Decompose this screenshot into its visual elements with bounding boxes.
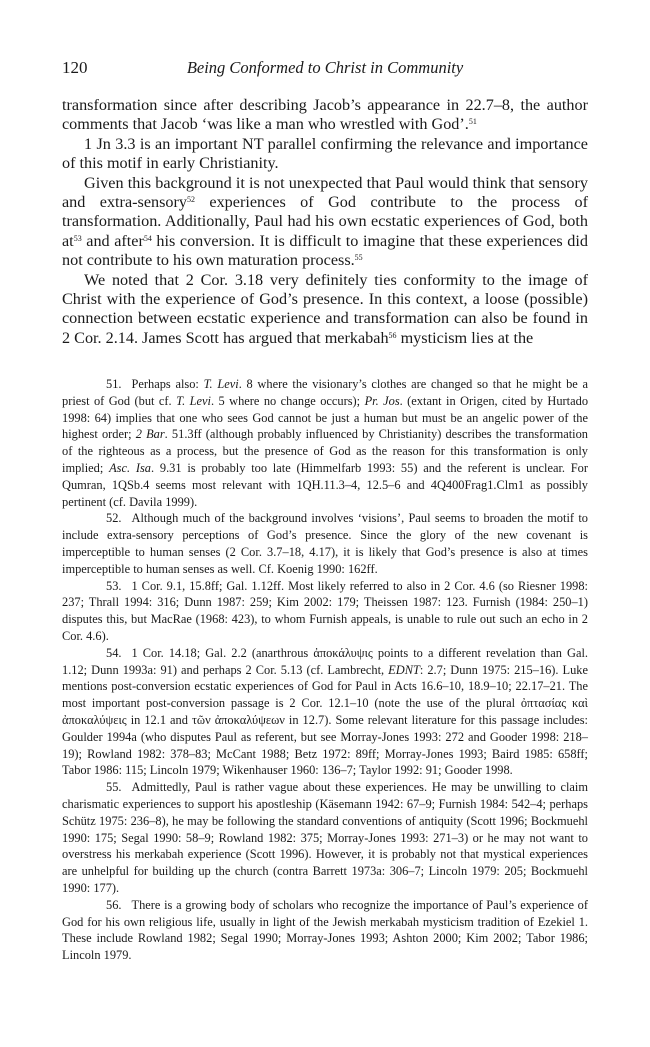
running-head: Being Conformed to Christ in Community — [186, 58, 464, 77]
footnote-number: 51. — [106, 377, 122, 391]
footnote-55: 55. Admittedly, Paul is rather vague about these experiences. He may be unwilling to claim charismatic experiences to support his apostleship (Käsemann 1942: 67–9; Furnish 1984: 542–4; perhaps Schütz 1975: 236–8), he may be following the standard conventions of antiquity (Scott 1996; Bockmuehl 1990: 175; Segal 1990: 58–9; Rowland 1982: 375; Morray-Jones 1993: 271–3) or he may not want to overstress his merkabah experience (Scott 1996). However, it is probably not that mystical experiences are unhelpful for building up the church (contra Barrett 1973a: 306–7; Lincoln 1979: 205; Bockmuehl 1990: 177). — [62, 780, 588, 895]
page-number: 120 — [62, 58, 88, 77]
footnotes — [62, 376, 588, 964]
footnote-56: 56. There is a growing body of scholars who recognize the importance of Paul’s experience of God for his own religious life, usually in light of the Jewish merkabah mysticism tradition of Ezekiel 1. These include Rowland 1982; Segal 1990; Morray-Jones 1993; Ashton 2000; Kim 2002; Tabor 1986; Lincoln 1979. — [62, 897, 588, 963]
body-paragraph: transformation since after describing Jacob’s appearance in 22.7–8, the author comments that Jacob ‘was like a man who wrestled with God’.$^{51}$ — [62, 96, 588, 134]
footnote-53: 53. 1 Cor. 9.1, 15.8ff; Gal. 1.12ff. Most likely referred to also in 2 Cor. 4.6 (so Riesner 1998: 237; Thrall 1994: 316; Dunn 1987: 259; Kim 2002: 179; Theissen 1987: 123. Furnish (1984: 250–1) disputes this, but MacRae (1968: 423), to whom Furnish appeals, is unable to rule out such an echo in 2 Cor. 4.6). — [62, 578, 588, 643]
page-header — [62, 58, 588, 80]
footnote-number: 55. — [106, 780, 122, 795]
body-paragraph: Given this background it is not unexpected that Paul would think that sensory and extra-sensory$^{52}$ experiences of God contribute to the process of transformation. Additionally, Paul had his own ecstatic experiences of God, both $at^{53}$ and after$^{54}$ his conversion. It is difficult to imagine that these experiences did not contribute to his own maturation process.$^{55}$ — [62, 173, 589, 270]
footnote-ref[interactable]: 55 — [354, 253, 363, 263]
footnote-ref[interactable]: 54 — [143, 233, 152, 243]
footnote-54: 54. 1 Cor. 14.18; Gal. 2.2 (anarthrous ἀποκάλυψις points to a different revelation than Gal. 1.12; Dunn 1993a: 91) and perhaps 2 Cor. 5.13 (cf. Lambrecht, EDNT: 2.7; Dunn 1975: 215–16). Luke mentions post-conversion ecstatic experiences of God for Paul in Acts 16.6–10, 18.9–10; 22.17–21. The most important post-conversion passage is 2 Cor. 12.1–10 (note the use of the plural ὀπτασίας καὶ ἀποκαλύψεις in 12.1 and τῶν ἀποκαλύψεων in 12.7). Some relevant literature for this passage includes: Goulder 1994a (who disputes Paul as referent, but see Morray-Jones 1993: 272 and Gooder 1998: 218–19); Rowland 1982: 378–83; McCant 1988; Betz 1972: 89ff; Morray-Jones 1993; Baird 1985: 658ff; Tabor 1986: 115; Lincoln 1979; Wikenhauser 1960: 136–7; Taylor 1992: 91; Gooder 1998. — [62, 645, 589, 778]
footnote-ref[interactable]: 51 — [468, 117, 477, 127]
footnote-ref[interactable]: 52 — [186, 195, 195, 205]
body-paragraph: 1 Jn 3.3 is an important NT parallel confirming the relevance and importance of this motif in early Christianity. — [62, 134, 588, 173]
footnote-51: 51. Perhaps also: T. Levi. 8 where the visionary’s clothes are changed so that he might be a priest of God (but cf. T. Levi. 5 where no change occurs); Pr. Jos. (extant in Origen, cited by Hurtado 1998: 64) implies that one who sees God cannot be just a human but must be an angelic power of the highest order; 2 Bar. 51.3ff (although probably influenced by Christianity) describes the transformation of the righteous as a process, but the presence of God as the reason for this transformation is only implied; Asc. Isa. 9.31 is probably too late (Himmelfarb 1993: 55) and the referent is unclear. For Qumran, 1QSb.4 seems most relevant with 1QH.11.3–4, 12.5–6 and 4Q400Frag1.Clm1 as possibly pertinent (cf. Davila 1999). — [62, 377, 589, 509]
body-paragraph: We noted that 2 Cor. 3.18 very definitely ties conformity to the image of Christ with the experience of God’s presence. In this context, a loose (possible) connection between ecstatic experience and transformation can also be found in 2 Cor. 2.14. James Scott has argued that merkabah$^{56}$ mysticism lies at the — [62, 270, 588, 347]
footnote-ref[interactable]: 56 — [388, 330, 397, 340]
footnote-number: 53. — [106, 578, 122, 593]
footnote-52: 52. Although much of the background involves ‘visions’, Paul seems to broaden the motif to include extra-sensory perceptions of God’s presence. Since the glory of the new covenant is imperceptible to human senses (2 Cor. 3.7–18, 4.17), it is likely that God’s presence is also at times imperceptible to human senses as well. Cf. Koenig 1990: 162ff. — [62, 511, 588, 576]
footnote-number: 52. — [106, 511, 122, 526]
footnote-number: 56. — [106, 897, 122, 912]
footnote-ref[interactable]: 53 — [73, 233, 82, 243]
footnote-number: 54. — [106, 645, 122, 660]
body-text — [62, 96, 588, 348]
